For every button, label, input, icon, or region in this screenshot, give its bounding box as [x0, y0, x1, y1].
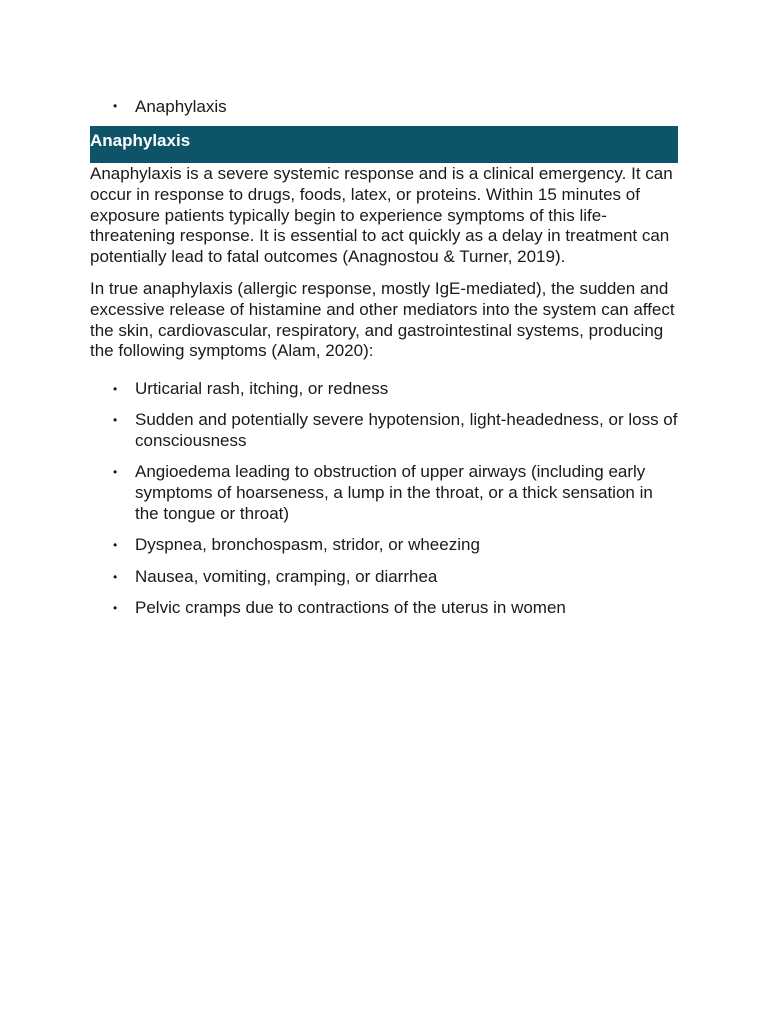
toc-item-label: Anaphylaxis: [135, 97, 227, 116]
bullet-icon: •: [113, 538, 118, 553]
bullet-icon: •: [113, 99, 118, 113]
toc-list: [90, 96, 678, 117]
bullet-icon: •: [113, 465, 118, 480]
mechanism-paragraph: In true anaphylaxis (allergic response, mostly IgE-mediated), the sudden and excessive release of histamine and other mediators into the system can affect the skin, cardiovascular, respiratory, and gastrointestinal systems, producing the following symptoms (Alam, 2020):: [90, 279, 675, 361]
bullet-icon: •: [113, 382, 118, 396]
list-item: [90, 379, 678, 400]
symptom-text: Angioedema leading to obstruction of upper airways (including early symptoms of hoarseness, a lump in the throat, or a thick sensation in the tongue or throat): [135, 462, 653, 523]
list-item: [90, 567, 678, 588]
list-item: [90, 598, 678, 619]
list-item: [90, 462, 678, 524]
symptom-text: Urticarial rash, itching, or redness: [135, 379, 389, 398]
list-item: [90, 410, 678, 452]
intro-paragraph: Anaphylaxis is a severe systemic response and is a clinical emergency. It can occur in response to drugs, foods, latex, or proteins. Within 15 minutes of exposure patients typically begin to experience symptoms of this life-threatening response. It is essential to act quickly as a delay in treatment can potentially lead to fatal outcomes (Anagnostou & Turner, 2019).: [90, 164, 673, 267]
section-heading: Anaphylaxis: [90, 126, 678, 163]
symptom-text: Sudden and potentially severe hypotension, light-headedness, or loss of consciousness: [135, 410, 678, 451]
list-item: [90, 535, 678, 556]
symptom-list: [90, 379, 678, 629]
symptom-text: Dyspnea, bronchospasm, stridor, or wheezing: [135, 535, 480, 555]
bullet-icon: •: [113, 413, 118, 428]
toc-item[interactable]: [90, 96, 678, 117]
symptom-text: Pelvic cramps due to contractions of the uterus in women: [135, 597, 566, 617]
bullet-icon: •: [113, 600, 118, 615]
bullet-icon: •: [113, 569, 118, 584]
symptom-text: Nausea, vomiting, cramping, or diarrhea: [135, 566, 438, 586]
